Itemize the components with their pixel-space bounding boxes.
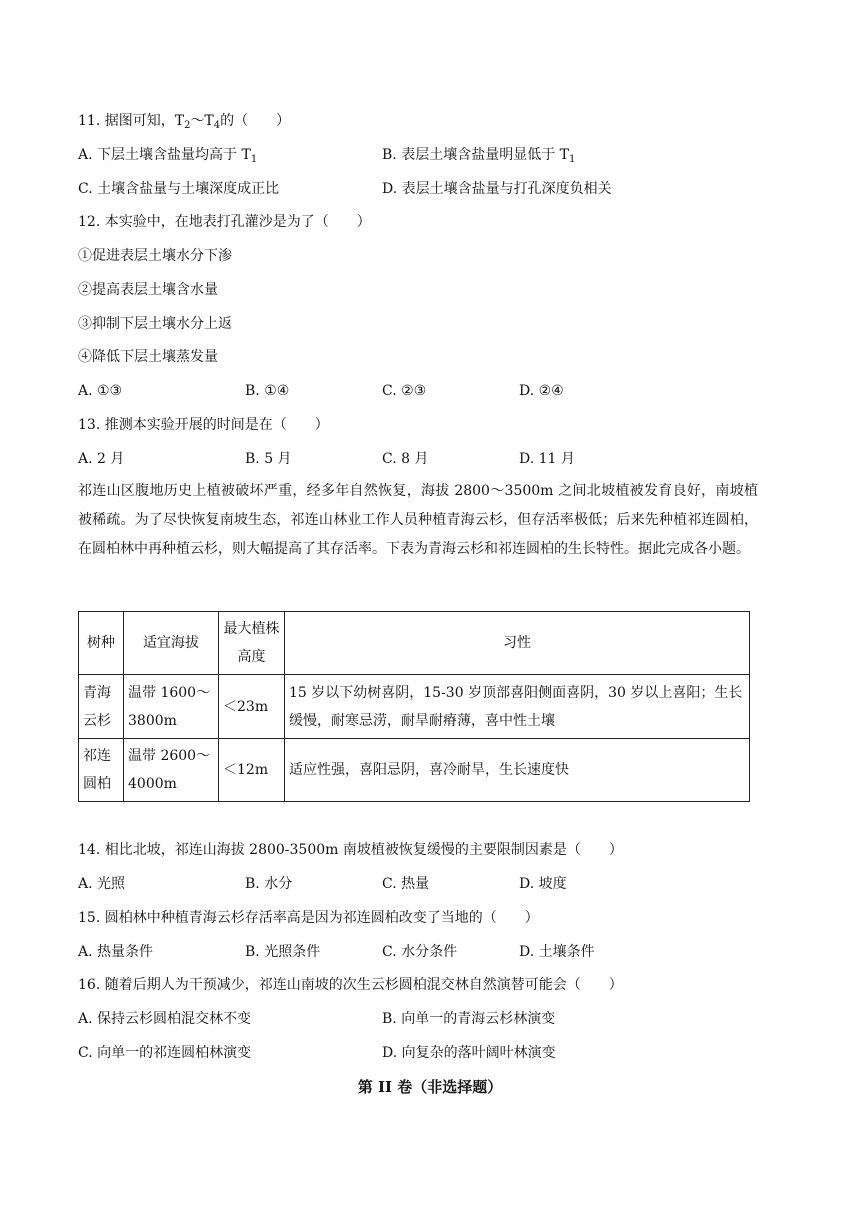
table-cell: ＜23m <box>219 675 285 739</box>
q13-option-c: C. 8 月 <box>382 451 429 467</box>
q16-option-b: B. 向单一的青海云杉林演变 <box>382 1011 556 1027</box>
q16-option-d: D. 向复杂的落叶阔叶林演变 <box>382 1045 556 1061</box>
q12-option-c: C. ②③ <box>382 383 427 399</box>
q14-stem: 14. 相比北坡，祁连山海拔 2800-3500m 南坡植被恢复缓慢的主要限制因素是（ ） <box>78 842 623 858</box>
q12-statement-4: ④降低下层土壤蒸发量 <box>78 349 218 365</box>
q11-option-a: A. 下层土壤含盐量均高于 $T_1$ <box>78 147 258 165</box>
q12-statement-1: ①促进表层土壤水分下渗 <box>78 248 232 264</box>
table-cell: 温带 2600～4000m <box>124 739 219 802</box>
q15-option-c: C. 水分条件 <box>382 944 458 960</box>
tree-characteristics-table <box>78 611 750 802</box>
table-cell: 适应性强，喜阳忌阴，喜冷耐旱，生长速度快 <box>285 739 750 802</box>
reading-passage: 祁连山区腹地历史上植被破坏严重，经多年自然恢复，海拔 2800～3500m 之间北坡植被发育良好，南坡植被稀疏。为了尽快恢复南坡生态，祁连山林业工作人员种植青海云杉，但存活率极低；后来先种植祁连圆柏，在圆柏林中再种植云杉，则大幅提高了其存活率。下表为青海云杉和祁连圆柏的生长特性。据此完成各小题。 <box>78 483 758 557</box>
table-cell: 青海云杉 <box>79 675 124 739</box>
q12-statement-3: ③抑制下层土壤水分上返 <box>78 316 232 332</box>
section-title: 第 II 卷（非选择题） <box>357 1078 503 1096</box>
q11-option-c: C. 土壤含盐量与土壤深度成正比 <box>78 181 280 197</box>
q15-option-d: D. 土壤条件 <box>519 944 595 960</box>
q12-statement-2: ②提高表层土壤含水量 <box>78 282 218 298</box>
q12-option-a: A. ①③ <box>78 383 123 399</box>
q12-option-d: D. ②④ <box>519 383 564 399</box>
q11-stem: 11. 据图可知，$T_2\sim T_4$的（ ） <box>78 113 291 131</box>
q13-option-a: A. 2 月 <box>78 451 125 467</box>
table-cell: 祁连圆柏 <box>79 739 124 802</box>
table-header-cell: 最大植株高度 <box>219 612 285 675</box>
table-header-cell: 适宜海拔 <box>124 612 219 675</box>
q16-stem: 16. 随着后期人为干预减少，祁连山南坡的次生云杉圆柏混交林自然演替可能会（ ） <box>78 977 623 993</box>
q11-option-b: B. 表层土壤含盐量明显低于 $T_1$ <box>382 147 576 165</box>
q15-option-b: B. 光照条件 <box>245 944 321 960</box>
q14-option-c: C. 热量 <box>382 876 430 892</box>
q16-option-c: C. 向单一的祁连圆柏林演变 <box>78 1045 252 1061</box>
table-cell: ＜12m <box>219 739 285 802</box>
q14-option-d: D. 坡度 <box>519 876 567 892</box>
table-header-cell: 树种 <box>79 612 124 675</box>
q15-stem: 15. 圆柏林中种植青海云杉存活率高是因为祁连圆柏改变了当地的（ ） <box>78 910 539 926</box>
q12-stem: 12. 本实验中，在地表打孔灌沙是为了（ ） <box>78 214 371 230</box>
table-header-row <box>79 612 750 675</box>
table-cell: 温带 1600～3800m <box>124 675 219 739</box>
q14-option-b: B. 水分 <box>245 876 293 892</box>
q12-option-b: B. ①④ <box>245 383 290 399</box>
table-header-cell: 习性 <box>285 612 750 675</box>
q16-option-a: A. 保持云杉圆柏混交林不变 <box>78 1011 252 1027</box>
q13-option-d: D. 11 月 <box>519 451 575 467</box>
q14-option-a: A. 光照 <box>78 876 126 892</box>
q15-option-a: A. 热量条件 <box>78 944 154 960</box>
q11-option-d: D. 表层土壤含盐量与打孔深度负相关 <box>382 181 612 197</box>
table-row <box>79 675 750 739</box>
table-row <box>79 739 750 802</box>
table-cell: 15 岁以下幼树喜阴，15-30 岁顶部喜阳侧面喜阴，30 岁以上喜阳；生长缓慢，耐寒忌涝，耐旱耐瘠薄，喜中性土壤 <box>285 675 750 739</box>
q13-option-b: B. 5 月 <box>245 451 292 467</box>
q13-stem: 13. 推测本实验开展的时间是在（ ） <box>78 417 329 433</box>
